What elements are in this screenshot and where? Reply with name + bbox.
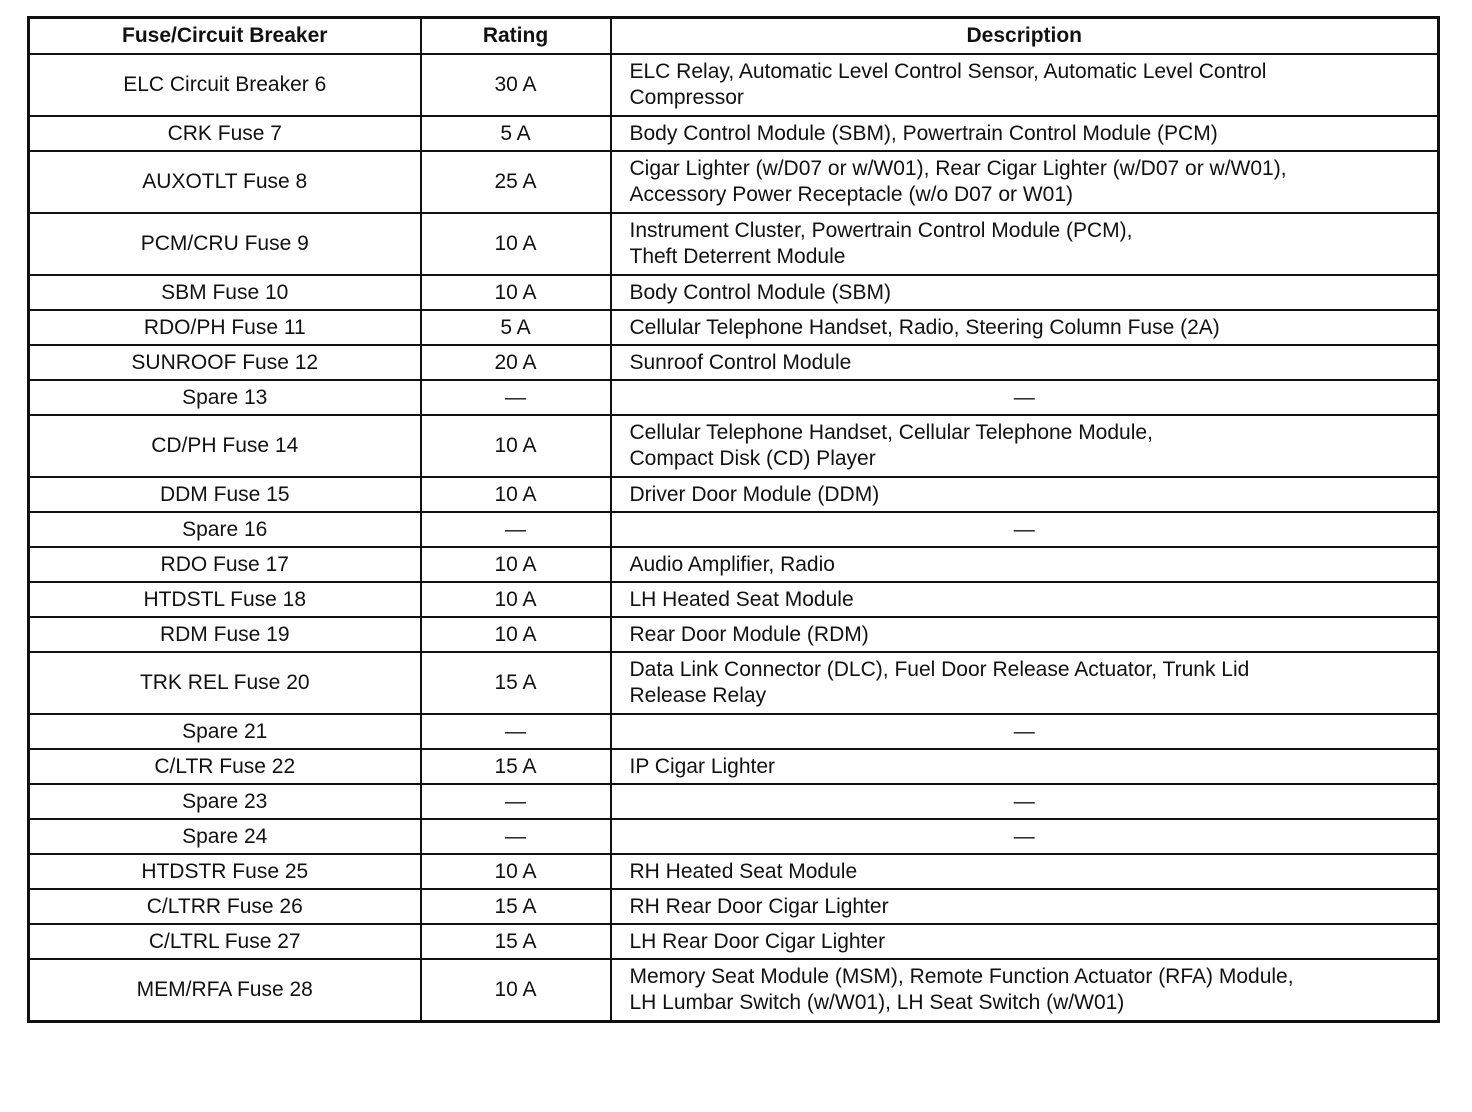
rating-cell: 15 A [421, 889, 611, 924]
rating-cell: 10 A [421, 547, 611, 582]
fuse-table [27, 16, 1440, 1023]
description-cell [611, 854, 1439, 889]
rating-cell: — [421, 714, 611, 749]
description-cell [611, 959, 1439, 1022]
rating-cell: 10 A [421, 477, 611, 512]
table-row [29, 380, 1439, 415]
rating-cell: — [421, 784, 611, 819]
rating-cell: 20 A [421, 345, 611, 380]
description-line: RH Heated Seat Module [629, 859, 858, 883]
table-row [29, 714, 1439, 749]
table-body [29, 54, 1439, 1022]
table-row [29, 345, 1439, 380]
table-row [29, 415, 1439, 477]
fuse-cell: C/LTRL Fuse 27 [29, 924, 421, 959]
description-line: Instrument Cluster, Powertrain Control Module (PCM), [629, 219, 1133, 242]
rating-cell: 10 A [421, 617, 611, 652]
description-cell [611, 54, 1439, 116]
description-cell [611, 380, 1439, 415]
description-line: Compressor [629, 86, 744, 109]
description-line: Body Control Module (SBM) [629, 280, 891, 304]
table-row [29, 854, 1439, 889]
table-row [29, 547, 1439, 582]
table-row [29, 819, 1439, 854]
description-cell [611, 582, 1439, 617]
description-line: Audio Amplifier, Radio [629, 552, 835, 576]
description-line: Sunroof Control Module [629, 350, 852, 374]
header-fuse: Fuse/Circuit Breaker [29, 18, 421, 55]
description-line: — [1013, 385, 1035, 409]
fuse-cell: ELC Circuit Breaker 6 [29, 54, 421, 116]
rating-cell: 5 A [421, 310, 611, 345]
description-cell [611, 819, 1439, 854]
description-line: Cellular Telephone Handset, Radio, Steering Column Fuse (2A) [629, 315, 1220, 339]
fuse-cell: MEM/RFA Fuse 28 [29, 959, 421, 1022]
description-line: — [1013, 789, 1035, 813]
fuse-cell: TRK REL Fuse 20 [29, 652, 421, 714]
rating-cell: — [421, 380, 611, 415]
description-line: ELC Relay, Automatic Level Control Sensor, Automatic Level Control [629, 60, 1267, 83]
description-line: Release Relay [629, 684, 767, 707]
fuse-cell: HTDSTL Fuse 18 [29, 582, 421, 617]
fuse-cell: Spare 16 [29, 512, 421, 547]
header-row [29, 18, 1439, 55]
rating-cell: 30 A [421, 54, 611, 116]
table-row [29, 213, 1439, 275]
table-row [29, 889, 1439, 924]
description-line: Accessory Power Receptacle (w/o D07 or W01) [629, 183, 1073, 206]
table-row [29, 582, 1439, 617]
table-row [29, 512, 1439, 547]
description-cell [611, 477, 1439, 512]
description-line: — [1013, 824, 1035, 848]
description-line: LH Rear Door Cigar Lighter [629, 929, 886, 953]
table-row [29, 784, 1439, 819]
description-line: Body Control Module (SBM), Powertrain Control Module (PCM) [629, 121, 1218, 145]
description-cell [611, 714, 1439, 749]
table-row [29, 959, 1439, 1022]
description-line: — [1013, 517, 1035, 541]
rating-cell: 15 A [421, 749, 611, 784]
table-row [29, 275, 1439, 310]
fuse-cell: RDO/PH Fuse 11 [29, 310, 421, 345]
rating-cell: 10 A [421, 213, 611, 275]
fuse-cell: RDM Fuse 19 [29, 617, 421, 652]
fuse-cell: HTDSTR Fuse 25 [29, 854, 421, 889]
fuse-cell: Spare 13 [29, 380, 421, 415]
table-header [29, 18, 1439, 55]
rating-cell: 10 A [421, 854, 611, 889]
rating-cell: — [421, 512, 611, 547]
description-line: LH Lumbar Switch (w/W01), LH Seat Switch (w/W01) [629, 991, 1125, 1014]
description-line: Cellular Telephone Handset, Cellular Telephone Module, [629, 421, 1153, 444]
description-line: Cigar Lighter (w/D07 or w/W01), Rear Cigar Lighter (w/D07 or w/W01), [629, 157, 1287, 180]
fuse-cell: SBM Fuse 10 [29, 275, 421, 310]
table-row [29, 116, 1439, 151]
description-cell [611, 617, 1439, 652]
rating-cell: 5 A [421, 116, 611, 151]
table-row [29, 749, 1439, 784]
fuse-cell: Spare 23 [29, 784, 421, 819]
fuse-cell: DDM Fuse 15 [29, 477, 421, 512]
description-cell [611, 345, 1439, 380]
description-cell [611, 924, 1439, 959]
rating-cell: 10 A [421, 415, 611, 477]
description-cell [611, 512, 1439, 547]
rating-cell: 10 A [421, 275, 611, 310]
description-line: — [1013, 719, 1035, 743]
description-cell [611, 275, 1439, 310]
description-line: Memory Seat Module (MSM), Remote Function Actuator (RFA) Module, [629, 965, 1294, 988]
table-row [29, 310, 1439, 345]
description-line: Compact Disk (CD) Player [629, 447, 876, 470]
description-line: RH Rear Door Cigar Lighter [629, 894, 889, 918]
description-line: Theft Deterrent Module [629, 245, 846, 268]
description-line: Data Link Connector (DLC), Fuel Door Release Actuator, Trunk Lid [629, 658, 1250, 681]
table-row [29, 477, 1439, 512]
description-cell [611, 310, 1439, 345]
fuse-cell: Spare 21 [29, 714, 421, 749]
table-row [29, 617, 1439, 652]
description-cell [611, 784, 1439, 819]
fuse-cell: RDO Fuse 17 [29, 547, 421, 582]
header-rating: Rating [421, 18, 611, 55]
rating-cell: 25 A [421, 151, 611, 213]
fuse-cell: AUXOTLT Fuse 8 [29, 151, 421, 213]
description-cell [611, 749, 1439, 784]
description-line: Rear Door Module (RDM) [629, 622, 869, 646]
rating-cell: 15 A [421, 924, 611, 959]
table-row [29, 151, 1439, 213]
description-cell [611, 151, 1439, 213]
table-row [29, 54, 1439, 116]
fuse-cell: CRK Fuse 7 [29, 116, 421, 151]
fuse-cell: Spare 24 [29, 819, 421, 854]
header-description: Description [611, 18, 1439, 55]
description-line: LH Heated Seat Module [629, 587, 854, 611]
description-cell [611, 213, 1439, 275]
fuse-cell: C/LTR Fuse 22 [29, 749, 421, 784]
description-cell [611, 415, 1439, 477]
table-row [29, 652, 1439, 714]
description-cell [611, 652, 1439, 714]
fuse-cell: C/LTRR Fuse 26 [29, 889, 421, 924]
fuse-cell: PCM/CRU Fuse 9 [29, 213, 421, 275]
table-row [29, 924, 1439, 959]
description-cell [611, 547, 1439, 582]
description-line: IP Cigar Lighter [629, 754, 776, 778]
rating-cell: 15 A [421, 652, 611, 714]
rating-cell: 10 A [421, 582, 611, 617]
fuse-cell: SUNROOF Fuse 12 [29, 345, 421, 380]
description-line: Driver Door Module (DDM) [629, 482, 880, 506]
rating-cell: 10 A [421, 959, 611, 1022]
fuse-cell: CD/PH Fuse 14 [29, 415, 421, 477]
rating-cell: — [421, 819, 611, 854]
description-cell [611, 889, 1439, 924]
description-cell [611, 116, 1439, 151]
